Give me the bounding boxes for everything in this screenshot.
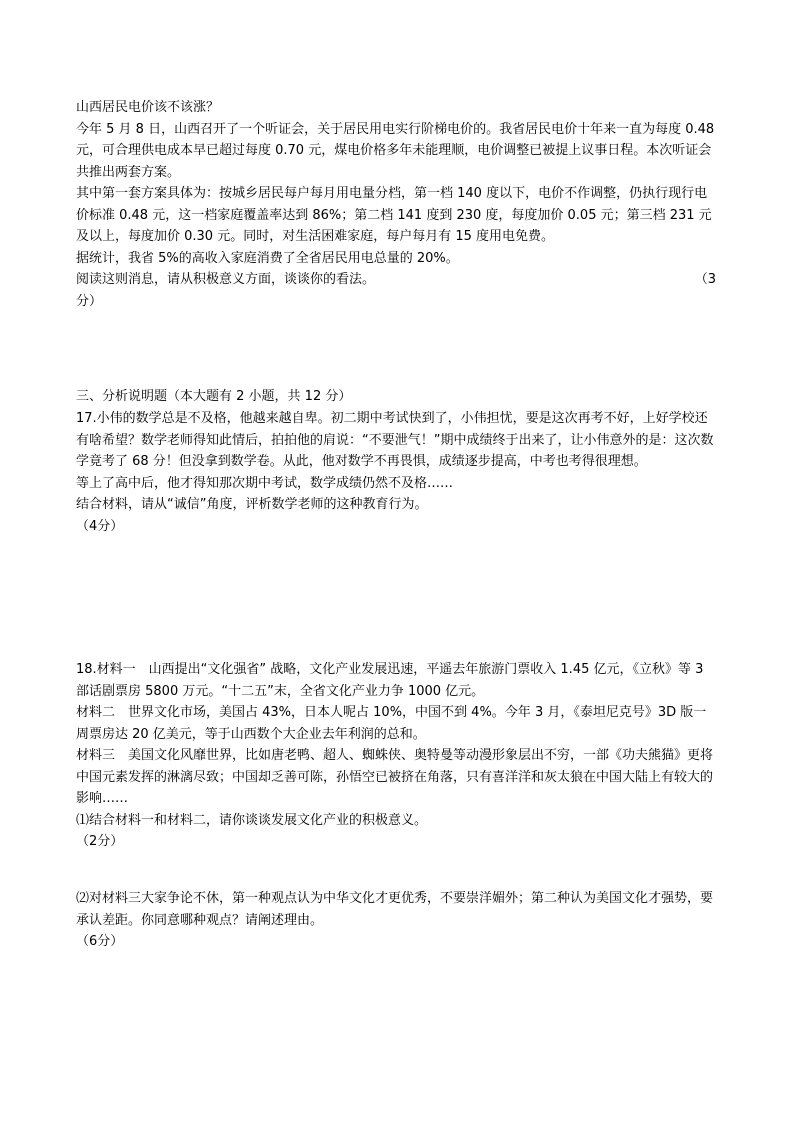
question-18-block	[76, 659, 716, 853]
q16-question-text: 阅读这则消息，请从积极意义方面，谈谈你的看法。	[76, 272, 376, 287]
question-17-block	[76, 408, 716, 537]
q16-paragraph-2: 其中第一套方案具体为：按城乡居民每户每月用电量分档，第一档 140 度以下，电价不作调整，仍执行现行电价标准 0.48 元，这一档家庭覆盖率达到 86%；第二档 141 度到 230 度，每度加价 0.05 元；第三档 231 元及以上，每度加价 0.30 元。同时，对生活困难家庭，每户每月有 15 度用电免费。	[76, 186, 712, 244]
q18-subquestion-2: ⑵对材料三大家争论不休，第一种观点认为中华文化才更优秀，不要崇洋媚外；第二种认为美国文化才强势，要承认差距。你同意哪种观点？请阐述理由。	[76, 891, 714, 928]
q16-question	[76, 269, 716, 291]
section-3-heading-block	[76, 386, 716, 408]
q18-score-1: （2分）	[76, 834, 124, 849]
q16-paragraph-3: 据统计，我省 5%的高收入家庭消费了全省居民用电总量的 20%。	[76, 250, 459, 266]
q18-material-3: 材料三 美国文化风靡世界，比如唐老鸭、超人、蜘蛛侠、奥特曼等动漫形象层出不穷，一部《功夫熊猫》更将中国元素发挥的淋漓尽致；中国却乏善可陈，孙悟空已被挤在角落，只有喜洋洋和灰太狼在中国大陆上有较大的影响……	[76, 748, 714, 806]
q17-paragraph-1: 17.小伟的数学总是不及格，他越来越自卑。初二期中考试快到了，小伟担忧，要是这次再考不好，上好学校还有啥希望？数学老师得知此情后，拍拍他的肩说：“不要泄气！”期中成绩终于出来了，让小伟意外的是：这次数学竟考了 68 分！但没拿到数学卷。从此，他对数学不再畏惧，成绩逐步提高，中考也考得很理想。	[76, 411, 714, 469]
q16-score-close: 分）	[76, 293, 103, 309]
q18-subquestion-1: ⑴结合材料一和材料二，请你谈谈发展文化产业的积极意义。	[76, 812, 428, 828]
question-18-part-2-block	[76, 888, 716, 953]
q17-question: 结合材料，请从“诚信”角度，评析数学老师的这种教育行为。	[76, 497, 428, 512]
question-16-block	[76, 97, 716, 312]
q17-paragraph-2: 等上了高中后，他才得知那次期中考试，数学成绩仍然不及格……	[76, 475, 454, 491]
q16-score-open: （3	[694, 272, 716, 287]
q16-title: 山西居民电价该不该涨？	[76, 100, 220, 115]
q16-paragraph-1: 今年 5 月 8 日，山西召开了一个听证会，关于居民用电实行阶梯电价的。我省居民电价十年来一直为每度 0.48 元，可合理供电成本早已超过每度 0.70 元，煤电价格多年未能理顺，电价调整已被提上议事日程。本次听证会共推出两套方案。	[76, 121, 715, 180]
q18-material-2: 材料二 世界文化市场，美国占 43%，日本人呢占 10%，中国不到 4%。今年 3 月，《泰坦尼克号》3D 版一周票房达 20 亿美元，等于山西数个大企业去年利润的总和。	[76, 705, 707, 742]
q18-score-2: （6分）	[76, 934, 124, 949]
q17-score: （4分）	[76, 518, 124, 534]
section-3-heading: 三、分析说明题（本大题有 2 小题，共 12 分）	[76, 389, 352, 404]
q18-material-1: 18.材料一 山西提出“文化强省” 战略，文化产业发展迅速，平遥去年旅游门票收入 1.45 亿元，《立秋》等 3 部话剧票房 5800 万元。“十二五”末，全省文化产业力争 1000 亿元。	[76, 662, 704, 699]
